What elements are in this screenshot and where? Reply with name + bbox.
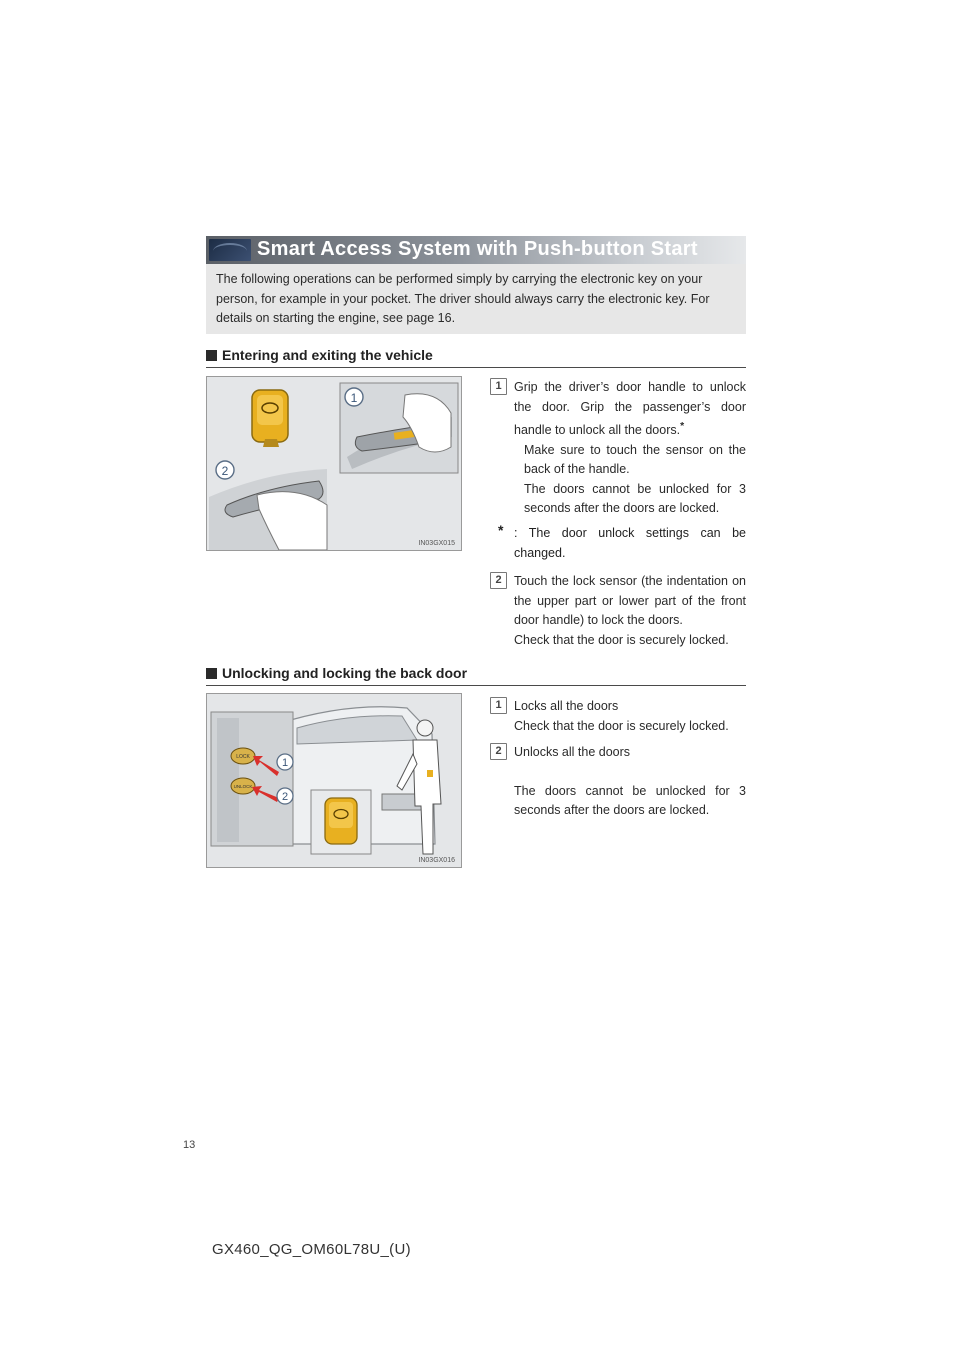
square-bullet-icon [206, 668, 217, 679]
asterisk-mark: * [498, 522, 504, 538]
step-text: Locks all the doors [514, 699, 619, 713]
lock-button-icon [231, 748, 255, 764]
figure-back-door [206, 693, 462, 868]
back-door-illustration [207, 694, 461, 867]
asterisk-mark: * [680, 421, 685, 432]
step-sub-note: Check that the door is securely locked. [514, 718, 729, 733]
step-1-entering [490, 378, 746, 519]
svg-text:UNLOCK: UNLOCK [233, 784, 253, 789]
svg-text:2: 2 [281, 791, 289, 803]
step-1-back-door [490, 697, 746, 736]
car-icon [209, 239, 251, 261]
figure-door-handle [206, 376, 462, 551]
page-title: Smart Access System with Push-button Start [257, 238, 698, 260]
step-number: 2 [490, 572, 507, 589]
svg-text:2: 2 [221, 464, 229, 478]
smart-key-icon [252, 390, 288, 447]
page-number: 13 [183, 1139, 196, 1151]
smart-key-icon [325, 798, 357, 844]
section-header-bar [206, 236, 746, 264]
step-sub-note: The doors cannot be unlocked for 3 seconds after the doors are locked. [514, 783, 746, 817]
step-sub-note: Check that the door is securely locked. [514, 632, 729, 647]
step-number: 1 [490, 697, 507, 714]
section-title: Entering and exiting the vehicle [222, 347, 433, 363]
callout-1 [277, 754, 293, 770]
step-2-back-door [490, 743, 746, 821]
document-code: GX460_QG_OM60L78U_(U) [212, 1241, 411, 1258]
footnote-unlock-settings [498, 524, 746, 563]
svg-text:LOCK: LOCK [236, 754, 250, 760]
door-handle-illustration [207, 377, 461, 550]
figure-code: IN03GX016 [418, 857, 455, 864]
step-text: Touch the lock sensor (the indentation on the upper part or lower part of the front door handle) to lock the doors. [514, 574, 746, 627]
callout-1 [345, 388, 363, 406]
step-2-entering [490, 572, 746, 650]
step-number: 2 [490, 743, 507, 760]
section-heading-back-door [206, 665, 746, 686]
step-sub-note: Make sure to touch the sensor on the back of the handle. [524, 442, 746, 477]
figure-code: IN03GX015 [418, 540, 455, 547]
svg-text:1: 1 [350, 391, 358, 405]
step-sub-note: The doors cannot be unlocked for 3 seconds after the doors are locked. [524, 481, 746, 516]
intro-box [206, 264, 746, 334]
intro-text: The following operations can be performed simply by carrying the electronic key on your person, for example in your pocket. The driver should always carry the electronic key. For details on starting the engine, see page 16. [216, 272, 710, 325]
callout-2 [216, 461, 234, 479]
svg-text:1: 1 [281, 757, 289, 769]
step-text: Grip the driver’s door handle to unlock the door. Grip the passenger’s door handle to unlock all the doors. [514, 380, 746, 438]
step-number: 1 [490, 378, 507, 395]
unlock-button-icon [231, 778, 255, 794]
square-bullet-icon [206, 350, 217, 361]
footnote-text: : The door unlock settings can be changed. [514, 526, 746, 560]
callout-2 [277, 788, 293, 804]
section-title: Unlocking and locking the back door [222, 665, 468, 681]
section-heading-entering [206, 347, 746, 368]
step-text: Unlocks all the doors [514, 745, 631, 759]
